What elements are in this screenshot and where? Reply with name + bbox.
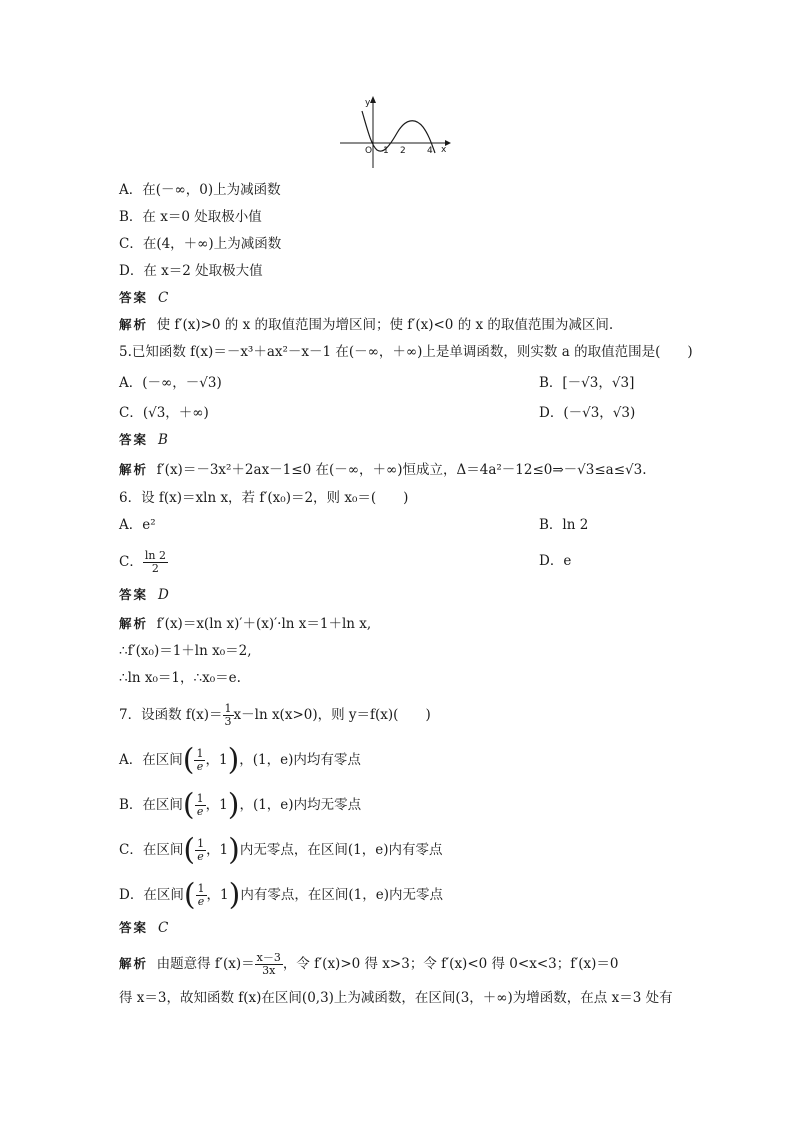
- explain-label: 解析: [119, 616, 149, 631]
- q6-explanation-1: [119, 614, 371, 634]
- option-prefix: C．: [119, 554, 143, 570]
- tick-4-label: 4: [427, 146, 433, 156]
- interval-end: ，1: [205, 752, 228, 768]
- q5-option-d: D．(－√3，√3): [539, 405, 636, 421]
- fraction: [255, 952, 283, 977]
- q5-option-b: B．[－√3，√3]: [539, 375, 635, 391]
- tick-1-label: 1: [383, 146, 389, 156]
- q4-option-d: D．在 x＝2 处取极大值: [119, 263, 263, 279]
- numerator: 1: [196, 792, 204, 805]
- explain-label: 解析: [119, 462, 149, 477]
- q4-answer: [119, 288, 168, 308]
- q6-answer: [119, 585, 169, 605]
- q6-explanation-2: ∴f′(x₀)＝1＋ln x₀＝2,: [119, 643, 252, 659]
- explain-text: ，令 f′(x)>0 得 x>3；令 f′(x)<0 得 0<x<3；f′(x)＝0: [282, 956, 619, 972]
- q4-option-a: A．在(－∞，0)上为减函数: [119, 182, 281, 198]
- denominator: e: [196, 760, 204, 773]
- answer-label: 答案: [119, 920, 149, 935]
- q7-option-c: C．在区间( $\frac{1}{e}$ ，1)内无零点，在区间(1，e)内有零点: [119, 832, 443, 868]
- q4-explanation: [119, 315, 613, 335]
- denominator: e: [196, 805, 204, 818]
- q6-explanation-3: ∴ln x₀＝1，∴x₀＝e.: [119, 670, 241, 686]
- q4-option-c: C．在(4，＋∞)上为减函数: [119, 236, 282, 252]
- interval-end: ，1: [206, 842, 229, 858]
- q6-option-c: [119, 550, 168, 575]
- numerator: 1: [196, 747, 204, 760]
- fraction: [195, 838, 206, 863]
- fraction: [194, 748, 205, 773]
- q5-option-a: A．(－∞，－√3): [119, 375, 222, 391]
- interval-end: ，1: [206, 887, 229, 903]
- denominator: 2: [151, 562, 159, 575]
- q6-option-b: B．ln 2: [539, 517, 589, 533]
- option-text: 内无零点，在区间(1，e)内有零点: [239, 842, 443, 858]
- q5-option-c: C．(√3，＋∞): [119, 405, 209, 421]
- stem-text: 7．设函数 f(x)＝: [119, 707, 223, 723]
- option-prefix: A．在区间: [119, 752, 183, 768]
- explain-text: 使 f′(x)>0 的 x 的取值范围为增区间；使 f′(x)<0 的 x 的取值范围为减区间.: [156, 317, 614, 333]
- option-text: ，(1，e)内均无零点: [239, 797, 362, 813]
- answer-value: B: [158, 432, 168, 448]
- answer-label: 答案: [119, 290, 149, 305]
- answer-label: 答案: [119, 432, 149, 447]
- denominator: 3x: [262, 964, 276, 977]
- numerator: x－3: [256, 951, 281, 964]
- q7-explanation-2: 得 x＝3，故知函数 f(x)在区间(0,3)上为减函数，在区间(3，＋∞)为增函数，在点 x＝3 处有: [119, 990, 673, 1006]
- denominator: e: [197, 895, 205, 908]
- fraction: [223, 703, 234, 728]
- fraction: [143, 550, 168, 575]
- option-prefix: B．在区间: [119, 797, 183, 813]
- q7-option-b: B．在区间( $\frac{1}{e}$ ，1)，(1，e)内均无零点: [119, 787, 362, 823]
- y-axis-label: y: [365, 98, 371, 108]
- q7-answer: [119, 918, 168, 938]
- option-text: ，(1，e)内均有零点: [239, 752, 361, 768]
- numerator: 1: [197, 837, 205, 850]
- function-graph: [335, 93, 455, 168]
- denominator: 3: [224, 715, 232, 728]
- explain-text: 由题意得 f′(x)＝: [156, 956, 255, 972]
- explain-label: 解析: [119, 317, 149, 332]
- answer-value: C: [158, 920, 169, 936]
- answer-label: 答案: [119, 587, 149, 602]
- q5-stem: 5.已知函数 f(x)＝－x³＋ax²－x－1 在(－∞，＋∞)上是单调函数，则实数 a 的取值范围是( ): [119, 344, 693, 360]
- q5-answer: [119, 430, 168, 450]
- option-text: 内有零点，在区间(1，e)内无零点: [240, 887, 443, 903]
- numerator: 1: [197, 882, 205, 895]
- tick-2-label: 2: [400, 146, 406, 156]
- q6-option-d: D．e: [539, 553, 572, 569]
- interval-end: ，1: [205, 797, 228, 813]
- answer-value: D: [158, 587, 169, 603]
- q5-explanation: [119, 460, 647, 480]
- q7-option-a: A．在区间( $\frac{1}{e}$ ，1)，(1，e)内均有零点: [119, 742, 361, 778]
- y-axis-arrow: [370, 96, 376, 103]
- origin-label: O: [365, 146, 373, 156]
- q7-stem: [119, 703, 431, 728]
- explain-text: f′(x)＝－3x²＋2ax－1≤0 在(－∞，＋∞)恒成立，Δ＝4a²－12≤0⇒－√3≤a≤√3.: [156, 462, 647, 478]
- q7-explanation-1: [119, 952, 619, 977]
- option-prefix: D．在区间: [119, 887, 184, 903]
- x-axis-label: x: [441, 145, 447, 155]
- explain-label: 解析: [119, 956, 149, 971]
- q6-stem: 6．设 f(x)＝xln x，若 f′(x₀)＝2，则 x₀＝( ): [119, 490, 409, 506]
- fraction: [196, 883, 207, 908]
- explain-text: f′(x)＝x(ln x)′＋(x)′·ln x＝1＋ln x,: [156, 616, 372, 632]
- q6-option-a: A．e²: [119, 517, 156, 533]
- answer-value: C: [158, 290, 169, 306]
- option-prefix: C．在区间: [119, 842, 184, 858]
- numerator: ln 2: [144, 549, 166, 562]
- q7-option-d: D．在区间( $\frac{1}{e}$ ，1)内有零点，在区间(1，e)内无零点: [119, 877, 443, 913]
- stem-text: x－ln x(x>0)，则 y＝f(x)( ): [233, 707, 431, 723]
- numerator: 1: [224, 702, 232, 715]
- denominator: e: [197, 850, 204, 863]
- fraction: [195, 793, 206, 818]
- q4-option-b: B．在 x＝0 处取极小值: [119, 209, 262, 225]
